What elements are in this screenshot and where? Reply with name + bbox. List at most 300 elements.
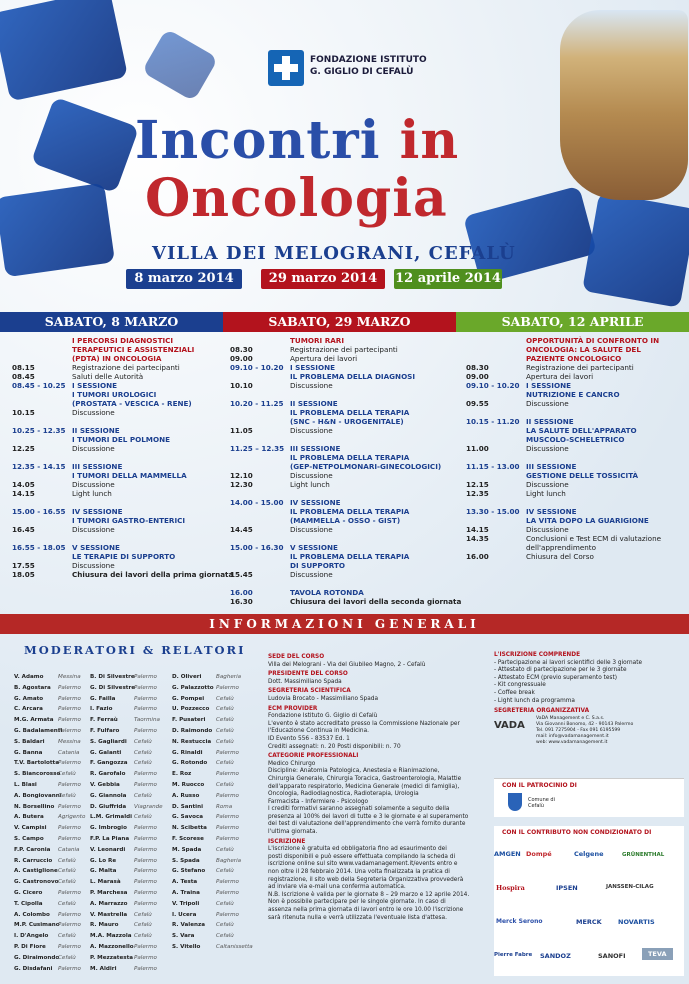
moderator-entry: [90, 715, 163, 726]
puzzle-piece: [31, 97, 140, 194]
moderator-city: Messina: [58, 674, 81, 680]
program-text: TUMORI RARI: [290, 336, 345, 345]
moderator-entry: [90, 942, 163, 953]
moderator-name: D. Raimondo: [172, 727, 213, 734]
moderator-entry: [172, 823, 253, 834]
moderator-name: G. Cicero: [14, 889, 43, 896]
moderator-city: Palermo: [134, 868, 157, 875]
program-row: [12, 426, 218, 435]
program-text: IV SESSIONE: [290, 498, 341, 507]
info-line: presenza al 100% dei lavori di tutte e 3 le giornate e al superamento: [268, 813, 469, 820]
moderator-entry: [14, 834, 85, 845]
program-text: V SESSIONE: [290, 543, 338, 552]
moderator-name: S. Campo: [14, 835, 44, 842]
program-time: 14.05: [12, 480, 35, 489]
program-text: (PDTA) IN ONCOLOGIA: [72, 354, 162, 363]
program-text: MUSCOLO-SCHELETRICO: [526, 435, 625, 444]
moderator-entry: [172, 726, 253, 737]
segreteria-line: mail: info@vadamanagement.it: [536, 733, 609, 739]
program-text: Discussione: [290, 525, 333, 534]
program-text: I TUMORI UROLOGICI: [72, 390, 157, 399]
program-row: [466, 534, 686, 543]
program-text: (MAMMELLA - OSSO - GIST): [290, 516, 401, 525]
segreteria-lines: [536, 716, 633, 746]
program-text: Saluti delle Autorità: [72, 372, 144, 381]
program-row: [230, 561, 452, 570]
program-time: 08.30: [466, 363, 489, 372]
cross-icon: [268, 50, 304, 86]
moderator-name: G. Failla: [90, 695, 116, 702]
program-row: [466, 408, 686, 417]
moderator-name: G. Pompei: [172, 695, 205, 702]
info-line: sarà ritenuta nulla e verrà utilizzata l'eventuale lista d'attesa.: [268, 914, 447, 921]
moderator-entry: [14, 888, 85, 899]
moderator-city: Cefalù: [134, 738, 152, 745]
program-text: III SESSIONE: [526, 462, 577, 471]
program-time: 08.30: [230, 345, 253, 354]
program-time: 16.00: [466, 552, 489, 561]
moderator-name: G. Imbrogio: [90, 825, 127, 832]
moderator-entry: [172, 737, 253, 748]
moderator-name: G. Palazzotto: [172, 684, 214, 691]
program-text: I SESSIONE: [290, 363, 336, 372]
program-time: 14.35: [466, 534, 489, 543]
program-text: V SESSIONE: [72, 543, 120, 552]
program-time: 09.10 - 10.20: [466, 381, 520, 390]
program-row: [230, 480, 452, 489]
moderator-city: Palermo: [58, 695, 81, 702]
program-text: I PERCORSI DIAGNOSTICI: [72, 336, 174, 345]
moderator-city: Cefalù: [134, 911, 152, 918]
moderator-name: V. Leonardi: [90, 846, 126, 853]
program-text: IL PROBLEMA DELLA TERAPIA: [290, 453, 410, 462]
moderator-entry: [14, 802, 85, 813]
program-row: [466, 543, 686, 552]
moderator-city: Cefalù: [216, 922, 234, 929]
program-row: [12, 480, 218, 489]
moderator-name: I. D'Angelo: [14, 933, 49, 940]
moderator-city: Palermo: [58, 911, 81, 918]
moderators-col-1: [14, 672, 85, 974]
moderator-city: Cefalù: [58, 933, 76, 940]
moderator-city: Palermo: [134, 727, 157, 734]
moderator-entry: [14, 877, 85, 888]
moderator-city: Roma: [216, 803, 233, 810]
moderator-entry: [172, 802, 253, 813]
moderator-entry: [90, 877, 163, 888]
moderator-name: G. Lo Re: [90, 857, 117, 864]
moderator-city: Palermo: [134, 857, 157, 864]
moderator-entry: [172, 942, 253, 953]
moderator-name: G. Castronovo: [14, 879, 59, 886]
puzzle-piece: [582, 192, 689, 308]
moderator-entry: [90, 823, 163, 834]
moderator-entry: [90, 769, 163, 780]
patrocinio-heading: CON IL PATROCINIO DI: [502, 782, 577, 789]
moderator-city: Catania: [58, 749, 80, 756]
moderator-entry: [90, 672, 163, 683]
moderator-city: Palermo: [134, 695, 157, 702]
moderator-entry: [14, 769, 85, 780]
program-row: [12, 372, 218, 381]
program-row: [230, 453, 452, 462]
moderator-city: Palermo: [134, 825, 157, 832]
info-line: non oltre il 28 febbraio 2014. Una volta finalizzata la pratica di: [268, 869, 450, 876]
moderator-city: Cefalù: [58, 771, 76, 778]
program-text: ONCOLOGIA: LA SALUTE DEL: [526, 345, 641, 354]
moderator-entry: [14, 737, 85, 748]
moderator-entry: [172, 931, 253, 942]
moderator-entry: [14, 910, 85, 921]
program-row: [230, 588, 452, 597]
program-text: Chiusura del Corso: [526, 552, 594, 561]
comprende-item: - Light lunch da programma: [494, 697, 575, 704]
moderator-entry: [172, 812, 253, 823]
info-heading: PRESIDENTE DEL CORSO: [268, 671, 348, 678]
info-line: assenza nella prima giornata di lavori entro le ore 10.00 l'iscrizione: [268, 907, 464, 913]
moderator-entry: [172, 920, 253, 931]
program-time: 08.45 - 10.25: [12, 381, 66, 390]
program-text: IL PROBLEMA DELLA DIAGNOSI: [290, 372, 416, 381]
moderator-city: Cefalù: [216, 706, 234, 713]
program-row: [230, 363, 452, 372]
sponsor-merck-serono: Merck Serono: [496, 918, 543, 925]
moderator-entry: [14, 823, 85, 834]
info-line: Chirurgia Generale, Chirurgia Toracica, Gastroenterologia, Malattie: [268, 775, 462, 782]
moderator-name: L. Blasi: [14, 781, 37, 788]
program-text: I SESSIONE: [72, 381, 118, 390]
moderator-name: G. Banna: [14, 749, 43, 756]
program-row: [230, 597, 462, 606]
column-head-1: SABATO, 8 MARZO: [0, 312, 223, 332]
program-row: [230, 381, 452, 390]
program-row: [12, 399, 218, 408]
moderator-name: G. Amato: [14, 695, 44, 702]
title-word-in: in: [399, 110, 460, 171]
program-text: OPPORTUNITÀ DI CONFRONTO IN: [526, 336, 660, 345]
program-time: 17.55: [12, 561, 35, 570]
moderator-entry: [14, 964, 85, 975]
moderator-name: L. Marasà: [90, 879, 121, 886]
moderator-city: Palermo: [134, 965, 157, 972]
program-row: [230, 444, 452, 453]
moderator-entry: [14, 866, 85, 877]
info-title: INFORMAZIONI GENERALI: [209, 617, 480, 631]
moderator-city: Palermo: [58, 889, 81, 896]
info-line: Oncologia, Radiodiagnostica, Radioterapia, Urologia: [268, 791, 419, 798]
moderator-name: V. Tripoli: [172, 900, 200, 907]
program-text: IL PROBLEMA DELLA TERAPIA: [290, 552, 410, 561]
moderator-city: Palermo: [216, 814, 239, 821]
moderator-city: Palermo: [134, 846, 157, 853]
moderator-name: G. Rinaldi: [172, 749, 203, 756]
sponsor-celgene: Celgene: [574, 850, 604, 858]
moderator-city: Catania: [58, 846, 80, 853]
program-text: Discussione: [290, 570, 333, 579]
moderator-entry: [14, 931, 85, 942]
program-day-1: [12, 336, 234, 579]
program-time: 10.15 - 11.20: [466, 417, 520, 426]
patrocinio-box: [494, 778, 684, 817]
program-row: [230, 543, 452, 552]
program-text: Discussione: [526, 480, 569, 489]
program-row: [466, 435, 686, 444]
moderator-city: Palermo: [134, 943, 157, 950]
moderator-name: V. Campisi: [14, 825, 47, 832]
moderator-entry: [14, 953, 85, 964]
moderator-city: Palermo: [216, 749, 239, 756]
info-heading: ECM PROVIDER: [268, 705, 318, 712]
moderator-entry: [90, 834, 163, 845]
program-row: [12, 462, 218, 471]
moderator-city: Agrigento: [58, 814, 86, 821]
program-text: I TUMORI DEL POLMONE: [72, 435, 170, 444]
moderator-entry: [14, 780, 85, 791]
venue: VILLA DEI MELOGRANI, CEFALÙ: [152, 243, 516, 264]
header: [0, 0, 689, 310]
program-row: [12, 489, 218, 498]
program-row: [12, 525, 218, 534]
moderator-entry: [172, 683, 253, 694]
info-line: Dott. Massimiliano Spada: [268, 678, 342, 685]
program-row: [230, 345, 452, 354]
moderator-name: A. Bongiovanni: [14, 792, 62, 799]
program-text: LA VITA DOPO LA GUARIGIONE: [526, 516, 649, 525]
comune-crest-icon: [508, 793, 522, 811]
program-row: [466, 345, 686, 354]
program-row: [466, 498, 686, 507]
sponsor-teva: TEVA: [642, 948, 673, 960]
moderator-name: D. Santini: [172, 803, 203, 810]
moderator-entry: [90, 726, 163, 737]
moderator-name: M.G. Armata: [14, 717, 54, 724]
program-row: [12, 435, 218, 444]
program-row: [230, 435, 452, 444]
moderator-entry: [14, 856, 85, 867]
sponsor-amgen: AMGEN: [494, 850, 521, 858]
moderator-name: A. Colombo: [14, 911, 50, 918]
moderator-name: I. Fazio: [90, 706, 113, 713]
moderator-city: Caltanissetta: [216, 943, 253, 950]
moderator-entry: [90, 683, 163, 694]
info-line: I crediti formativi saranno assegnati solamente a seguito della: [268, 806, 450, 813]
moderator-name: M. Ruocco: [172, 781, 205, 788]
program-row: [466, 471, 686, 480]
moderator-entry: [172, 899, 253, 910]
moderator-city: Cefalù: [134, 749, 152, 756]
program-row: [466, 426, 686, 435]
program-text: IV SESSIONE: [526, 507, 577, 516]
moderator-entry: [90, 856, 163, 867]
program-time: 11.25 – 12.35: [230, 444, 285, 453]
program-text: TAVOLA ROTONDA: [290, 588, 364, 597]
program-row: [466, 480, 686, 489]
program-day-3: [466, 336, 686, 561]
program-row: [12, 390, 218, 399]
program-text: GESTIONE DELLE TOSSICITÀ: [526, 471, 639, 480]
moderator-city: Palermo: [134, 835, 157, 842]
program-row: [12, 507, 218, 516]
column-head-3: SABATO, 12 APRILE: [456, 312, 689, 332]
program-time: 14.15: [12, 489, 35, 498]
moderator-entry: [172, 834, 253, 845]
moderator-city: Palermo: [134, 771, 157, 778]
moderator-name: F. Ferraù: [90, 717, 118, 724]
program-row: [12, 534, 218, 543]
program-row: [466, 516, 686, 525]
program-row: [466, 453, 686, 462]
title-word-incontri: Incontri: [135, 110, 381, 171]
program-time: 18.05: [12, 570, 35, 579]
program-text: LA SALUTE DELL'APPARATO: [526, 426, 637, 435]
program-time: 12.35: [466, 489, 489, 498]
moderator-entry: [172, 866, 253, 877]
program-row: [466, 489, 686, 498]
program-row: [230, 417, 452, 426]
info-line: Medico Chirurgo: [268, 760, 316, 767]
moderator-city: Cefalù: [216, 717, 234, 724]
program-row: [466, 399, 686, 408]
sponsors-box: [494, 826, 684, 976]
comprende-item: - Partecipazione ai lavori scientifici delle 3 giornate: [494, 659, 643, 666]
moderator-name: A. Butera: [14, 814, 44, 821]
program-text: (PROSTATA - VESCICA - RENE): [72, 399, 192, 408]
right-info: [494, 652, 684, 760]
moderator-entry: [90, 748, 163, 759]
info-line: posti disponibili e può essere effettuata compilando la scheda di: [268, 853, 456, 860]
segreteria-line: Tel. 091 7275904 - Fax 091 6195599: [536, 727, 621, 733]
moderator-name: T. Cipolla: [14, 900, 43, 907]
moderator-city: Palermo: [58, 760, 81, 767]
moderator-city: Cefalù: [216, 868, 234, 875]
info-line: l'Educazione Continua in Medicina.: [268, 728, 369, 735]
program-time: 10.25 - 12.35: [12, 426, 66, 435]
puzzle-piece: [0, 183, 115, 278]
program-row: [230, 525, 452, 534]
moderator-entry: [172, 845, 253, 856]
info-line: Fondazione Istituto G. Giglio di Cefalù: [268, 713, 378, 720]
foundation-line-2: G. GIGLIO DI CEFALÙ: [310, 67, 414, 77]
moderator-city: Palermo: [58, 781, 81, 788]
moderator-entry: [90, 899, 163, 910]
moderator-name: N. Restuccia: [172, 738, 212, 745]
moderator-city: Palermo: [58, 943, 81, 950]
moderator-entry: [90, 694, 163, 705]
program-text: Discussione: [290, 381, 333, 390]
moderator-name: M. Spada: [172, 846, 202, 853]
program-text: DI SUPPORTO: [290, 561, 346, 570]
moderator-name: U. Pozzecco: [172, 706, 210, 713]
moderator-entry: [14, 672, 85, 683]
moderator-entry: [172, 704, 253, 715]
moderator-entry: [90, 910, 163, 921]
program-time: 16.55 - 18.05: [12, 543, 66, 552]
moderator-entry: [90, 920, 163, 931]
moderator-name: D. Oliveri: [172, 674, 202, 680]
moderator-city: Palermo: [216, 879, 239, 886]
program-time: 08.15: [12, 363, 35, 372]
moderator-entry: [14, 748, 85, 759]
moderator-name: A. Castiglione: [14, 868, 58, 875]
program-time: 10.20 - 11.25: [230, 399, 284, 408]
program-row: [230, 372, 452, 381]
program-row: [12, 417, 218, 426]
moderator-entry: [172, 780, 253, 791]
moderator-entry: [172, 877, 253, 888]
moderator-name: L.M. Grimaldi: [90, 814, 133, 821]
program-row: [12, 354, 218, 363]
moderator-name: G. Galanti: [90, 749, 122, 756]
program-text: I TUMORI DELLA MAMMELLA: [72, 471, 187, 480]
segreteria-heading: SEGRETERIA ORGANIZZATIVA: [494, 708, 590, 715]
info-line: Non è possibile partecipare per le singole giornate. In caso di: [268, 899, 446, 906]
info-line: Farmacista - Infermiere - Psicologo: [268, 798, 369, 805]
program-row: [230, 354, 452, 363]
moderator-city: Palermo: [58, 803, 81, 810]
moderator-city: Palermo: [216, 889, 239, 896]
moderator-entry: [14, 812, 85, 823]
moderator-entry: [14, 683, 85, 694]
program-time: 14.00 - 15.00: [230, 498, 284, 507]
moderator-entry: [172, 910, 253, 921]
moderator-name: F.P. La Piana: [90, 835, 130, 842]
moderator-name: R. Valenza: [172, 922, 206, 929]
puzzle-piece: [142, 28, 219, 101]
moderator-name: R. Carruccio: [14, 857, 53, 864]
info-line: Crediti assegnati: n. 20 Posti disponibili: n. 70: [268, 743, 401, 750]
moderator-city: Cefalù: [134, 792, 152, 799]
moderator-name: D. Giuffrida: [90, 803, 127, 810]
moderator-city: Taormina: [134, 717, 160, 724]
program-row: [466, 507, 686, 516]
moderator-name: F. Gangozza: [90, 760, 128, 767]
moderator-city: Palermo: [58, 717, 81, 724]
info-bar: [0, 614, 689, 634]
program-row: [230, 426, 452, 435]
moderator-city: Palermo: [58, 965, 81, 972]
moderator-name: I. Ucera: [172, 911, 197, 918]
info-line: N.B. Iscrizione è valida per le giornate 8 – 29 marzo e 12 aprile 2014.: [268, 891, 470, 898]
moderator-entry: [90, 780, 163, 791]
program-text: IL PROBLEMA DELLA TERAPIA: [290, 408, 410, 417]
moderator-city: Cefalù: [134, 814, 152, 821]
segreteria-line: web: www.vadamanagement.it: [536, 739, 608, 745]
program-text: Registrazione dei partecipanti: [72, 363, 180, 372]
program-text: Discussione: [526, 444, 569, 453]
program-time: 10.15: [12, 408, 35, 417]
moderator-name: A. Russo: [172, 792, 200, 799]
sponsor-dompe: Dompé: [526, 850, 552, 858]
program-text: II SESSIONE: [290, 399, 338, 408]
program-text: Discussione: [72, 444, 115, 453]
moderator-entry: [14, 899, 85, 910]
moderator-city: Palermo: [216, 684, 239, 691]
info-line: Discipline: Anatomia Patologica, Anestesia e Rianimazione,: [268, 768, 440, 775]
moderator-city: Viagrande: [134, 803, 163, 810]
info-line: Villa dei Melograni - Via del Giubileo Magno, 2 - Cefalù: [268, 661, 426, 668]
program-text: Discussione: [72, 408, 115, 417]
patrocinio-name: Comune di Cefalù: [528, 797, 555, 809]
program-text: NUTRIZIONE E CANCRO: [526, 390, 620, 399]
moderator-city: Palermo: [58, 825, 81, 832]
moderator-name: V. Mastrella: [90, 911, 128, 918]
moderator-entry: [90, 964, 163, 975]
moderator-entry: [172, 748, 253, 759]
info-line: l'ultima giornata.: [268, 829, 318, 836]
program-row: [12, 408, 218, 417]
moderator-name: S. Vitello: [172, 943, 201, 950]
moderator-entry: [172, 856, 253, 867]
